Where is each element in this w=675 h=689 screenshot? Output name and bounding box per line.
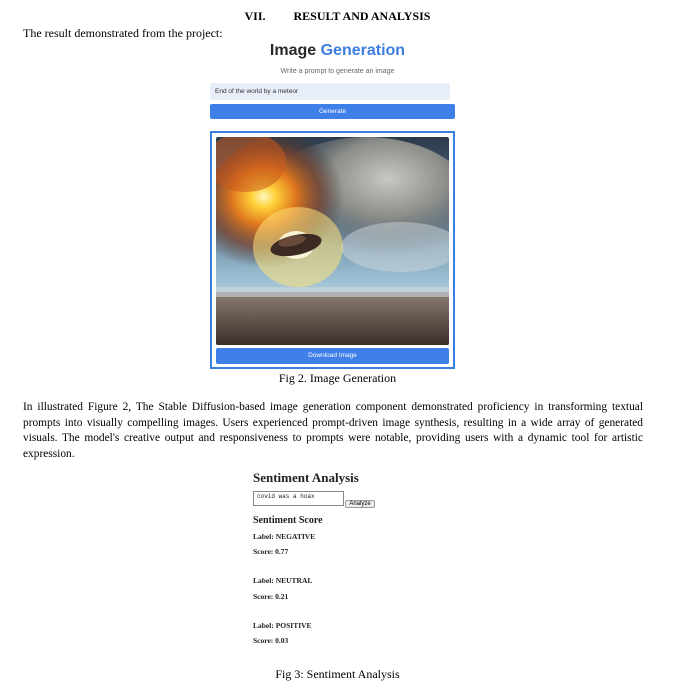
sentiment-input[interactable]: covid was a hoax xyxy=(253,491,344,506)
result-label-neutral: Label: NEUTRAL xyxy=(253,576,313,585)
figure-2-caption: Fig 2. Image Generation xyxy=(278,371,397,385)
generate-button[interactable]: Generate xyxy=(210,104,455,119)
result-score-positive: Score: 0.03 xyxy=(253,636,289,645)
image-generation-title-accent: Generation xyxy=(320,42,406,59)
download-image-button[interactable]: Download Image xyxy=(216,348,449,364)
image-generation-title-main: Image xyxy=(269,42,317,59)
image-generation-title xyxy=(0,42,675,60)
result-score-negative: Score: 0.77 xyxy=(253,547,289,556)
section-heading xyxy=(0,9,675,24)
section-number: VII. xyxy=(244,9,266,23)
result-label-positive: Label: POSITIVE xyxy=(253,621,312,630)
sentiment-score-heading: Sentiment Score xyxy=(253,515,323,526)
generated-image xyxy=(216,137,449,345)
analyze-button[interactable]: Analyze xyxy=(345,500,375,508)
intro-text: The result demonstrated from the project: xyxy=(23,26,223,40)
image-generation-subtitle: Write a prompt to generate an image xyxy=(280,68,395,75)
sentiment-title: Sentiment Analysis xyxy=(253,470,359,485)
result-label-negative: Label: NEGATIVE xyxy=(253,532,316,541)
result-score-neutral: Score: 0.21 xyxy=(253,592,289,601)
prompt-input[interactable]: End of the world by a meteor xyxy=(210,83,450,100)
section-title: RESULT AND ANALYSIS xyxy=(293,9,431,23)
figure-3-caption: Fig 3: Sentiment Analysis xyxy=(275,667,400,681)
body-paragraph: In illustrated Figure 2, The Stable Diffusion-based image generation component demonstrated proficiency in transforming textual prompts into visually compelling images. Users experienced prompt-driven image synthesis, resulting in a wide array of generated visuals. The model's creative output and responsiveness to prompts were notable, providing users with a dynamic tool for artistic expression. xyxy=(23,401,643,460)
